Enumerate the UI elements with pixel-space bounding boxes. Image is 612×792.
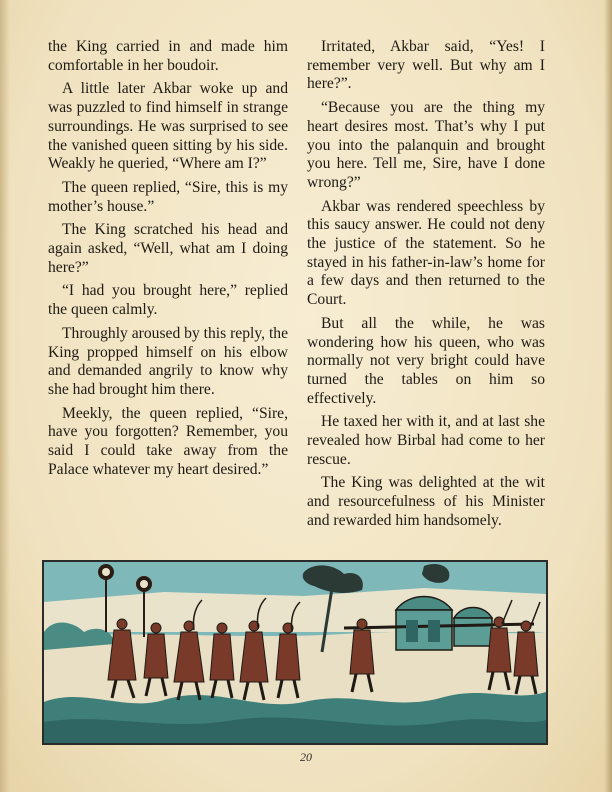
paragraph: The queen replied, “Sire, this is my mother’s house.” (48, 178, 288, 215)
paragraph: Meekly, the queen replied, “Sire, have you forgotten? Remember, you said I could take away from the Palace whatever my heart desired.” (48, 404, 288, 478)
right-text-column (307, 38, 545, 536)
left-text-column (48, 38, 288, 484)
paragraph: He taxed her with it, and at last she revealed how Birbal had come to her rescue. (307, 413, 545, 468)
page-right-edge (604, 0, 612, 792)
paragraph: The King was delighted at the wit and resourcefulness of his Minister and rewarded him handsomely. (307, 474, 545, 529)
paragraph: A little later Akbar woke up and was puzzled to find himself in strange surroundings. He was surprised to see the vanished queen sitting by his side. Weakly he queried, “Where am I?” (48, 80, 288, 173)
paragraph: The King scratched his head and again asked, “Well, what am I doing here?” (48, 221, 288, 276)
paragraph: Irritated, Akbar said, “Yes! I remember very well. But why am I here?”. (307, 38, 545, 93)
paragraph: “I had you brought here,” replied the queen calmly. (48, 282, 288, 319)
paragraph: But all the while, he was wondering how his queen, who was normally not very bright could have turned the tables on him so effectively. (307, 314, 545, 407)
paragraph: Akbar was rendered speechless by this saucy answer. He could not deny the justice of the statement. So he stayed in his father-in-law’s home for a few days and then returned to the Court. (307, 197, 545, 309)
paragraph: Throughly aroused by this reply, the King propped himself on his elbow and demanded angrily to know why she had brought him there. (48, 324, 288, 398)
paragraph: “Because you are the thing my heart desires most. That’s why I put you into the palanquin and brought you here. Tell me, Sire, have I done wrong?” (307, 99, 545, 191)
procession-illustration (42, 560, 548, 745)
foreground-grass (44, 717, 546, 743)
procession-scene (44, 562, 546, 743)
page-left-edge (0, 0, 10, 792)
page-number: 20 (300, 750, 312, 764)
paragraph: the King carried in and made him comfortable in her boudoir. (48, 38, 288, 74)
